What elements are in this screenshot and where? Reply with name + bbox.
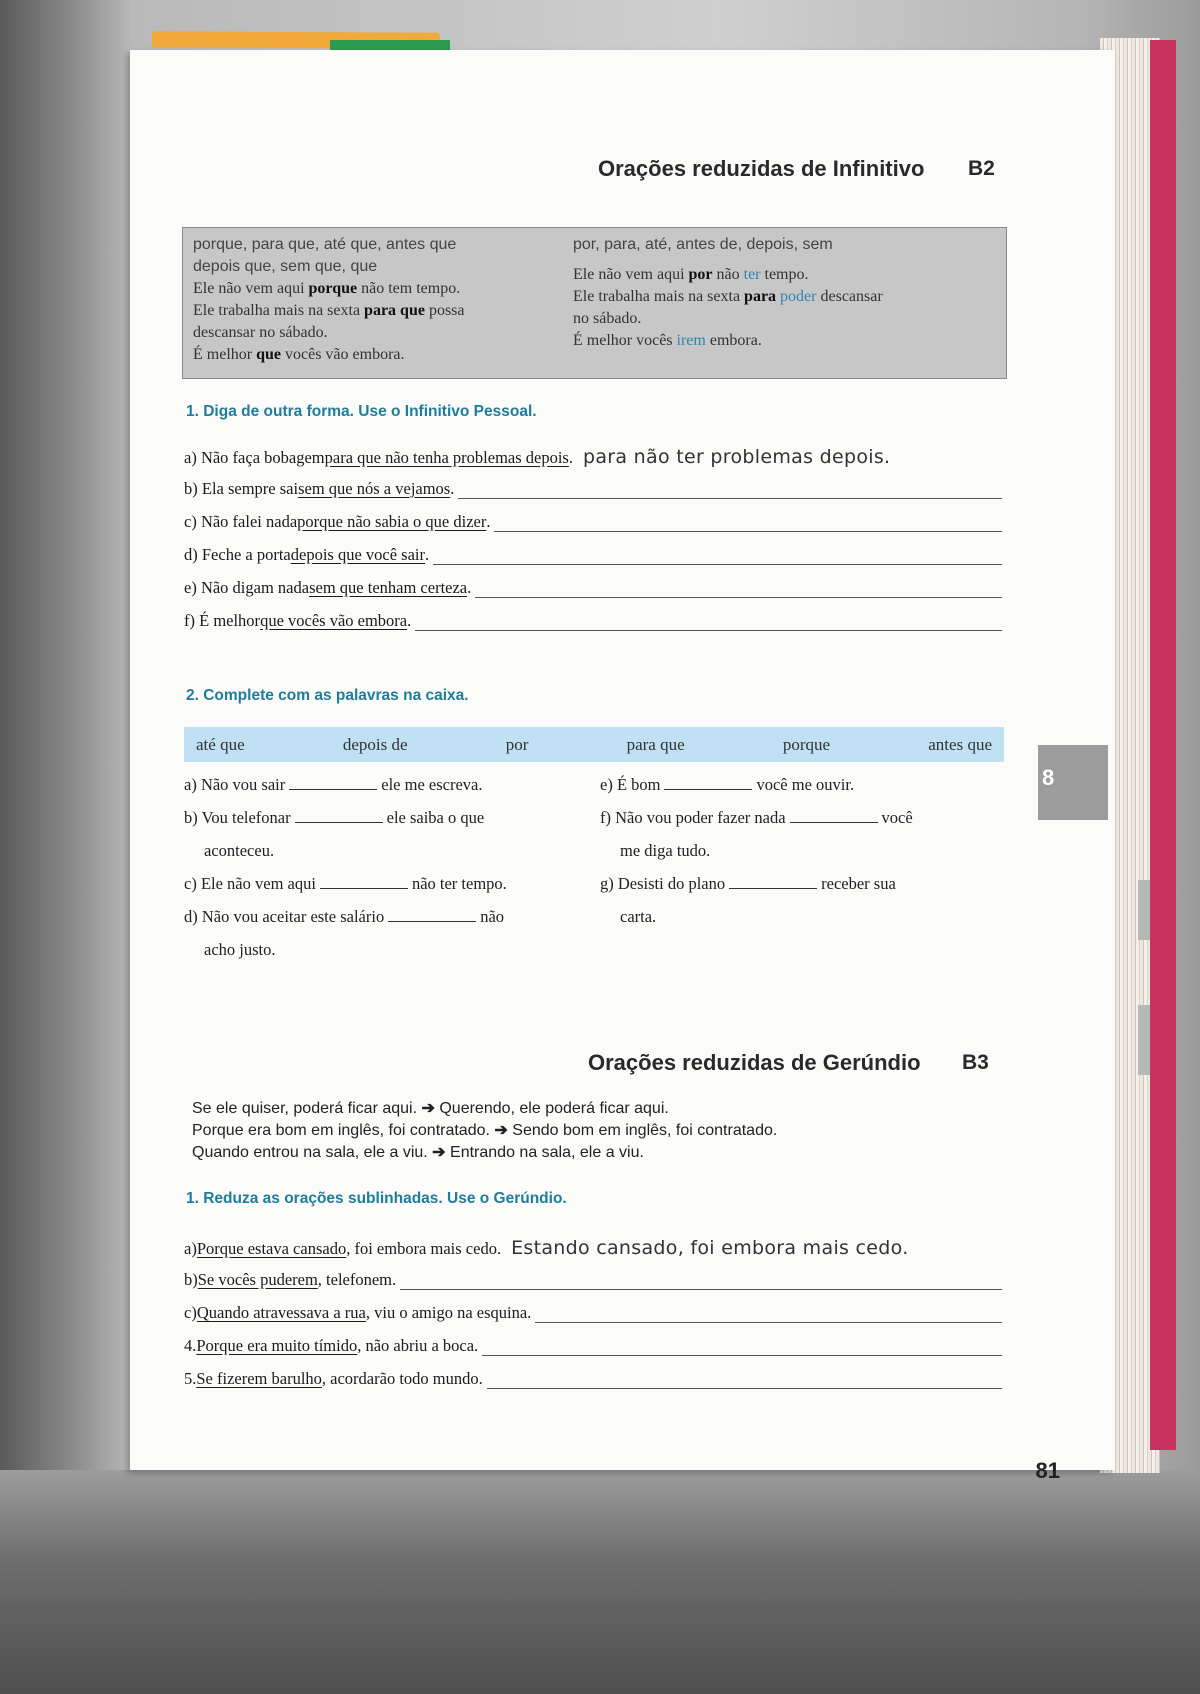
word-option: porque bbox=[782, 734, 831, 754]
exercise-item bbox=[184, 512, 1002, 532]
item-text: . bbox=[407, 611, 412, 630]
item-text: 4. bbox=[184, 1336, 197, 1355]
gerund-example: Quando entrou na sala, ele a viu. ➔ Entrando na sala, ele a viu. bbox=[192, 1144, 644, 1161]
fill-column-left bbox=[184, 768, 507, 966]
section-code-b2: B2 bbox=[968, 157, 995, 180]
arrow-icon: ➔ bbox=[432, 1144, 446, 1161]
arrow-icon: ➔ bbox=[421, 1100, 435, 1117]
exercise-instruction: 2. Complete com as palavras na caixa. bbox=[186, 687, 469, 704]
answer-line[interactable] bbox=[475, 596, 1002, 598]
answer-line[interactable] bbox=[458, 497, 1002, 499]
exercise-item bbox=[184, 545, 1002, 565]
underlined-clause: porque não sabia o que dizer bbox=[297, 512, 487, 531]
blank-line[interactable] bbox=[320, 874, 408, 889]
fill-item: f) Não vou poder fazer nada você bbox=[600, 808, 913, 827]
fill-item: a) Não vou sair ele me escreva. bbox=[184, 775, 483, 794]
answer-line[interactable] bbox=[400, 1288, 1002, 1290]
exercise-instruction: 1. Reduza as orações sublinhadas. Use o Gerúndio. bbox=[186, 1190, 567, 1207]
item-text: . bbox=[425, 545, 430, 564]
item-text: b) bbox=[184, 1270, 198, 1289]
handwritten-answer: Estando cansado, foi embora mais cedo. bbox=[511, 1237, 909, 1259]
grammar-example: no sábado. bbox=[573, 310, 642, 327]
fill-item: b) Vou telefonar ele saiba o que bbox=[184, 808, 485, 827]
item-text: f) É melhor bbox=[184, 611, 261, 630]
grammar-example: Ele trabalha mais na sexta para que possa bbox=[193, 302, 465, 319]
fill-item-continuation: acho justo. bbox=[204, 940, 276, 959]
grammar-example: Ele não vem aqui por não ter tempo. bbox=[573, 266, 809, 283]
item-text: . bbox=[467, 578, 472, 597]
fill-item: c) Ele não vem aqui não ter tempo. bbox=[184, 874, 507, 893]
fill-item: e) É bom você me ouvir. bbox=[600, 775, 855, 794]
underlined-clause: Porque era muito tímido bbox=[196, 1336, 358, 1355]
blank-line[interactable] bbox=[790, 808, 878, 823]
grammar-example: É melhor que vocês vão embora. bbox=[193, 346, 405, 363]
item-text: . bbox=[450, 479, 455, 498]
answer-line[interactable] bbox=[487, 1387, 1002, 1389]
blank-line[interactable] bbox=[295, 808, 383, 823]
word-option: depois de bbox=[342, 734, 408, 754]
underlined-clause: sem que nós a vejamos bbox=[298, 479, 451, 498]
edge-tab-marker bbox=[1138, 880, 1150, 940]
item-text: c) Não falei nada bbox=[184, 512, 298, 531]
answer-line[interactable] bbox=[433, 563, 1002, 565]
grammar-box bbox=[182, 227, 1007, 379]
item-text: c) bbox=[184, 1303, 197, 1322]
item-text: a) bbox=[184, 1239, 197, 1258]
gerund-examples bbox=[192, 1098, 777, 1164]
grammar-conjunctions: depois que, sem que, que bbox=[193, 258, 378, 275]
page-number: 81 bbox=[1035, 1458, 1060, 1483]
item-text: , não abriu a boca. bbox=[357, 1336, 479, 1355]
exercise-instruction: 1. Diga de outra forma. Use o Infinitivo Pessoal. bbox=[186, 403, 537, 420]
blank-line[interactable] bbox=[729, 874, 817, 889]
edge-tab-marker bbox=[1138, 1005, 1150, 1075]
grammar-example: descansar no sábado. bbox=[193, 324, 328, 341]
answer-line[interactable] bbox=[415, 629, 1002, 631]
item-text: , telefonem. bbox=[317, 1270, 397, 1289]
grammar-left-column bbox=[193, 234, 465, 366]
scanner-background bbox=[0, 1470, 1200, 1694]
underlined-clause: depois que você sair bbox=[290, 545, 425, 564]
gerund-example: Porque era bom em inglês, foi contratado. ➔ Sendo bom em inglês, foi contratado. bbox=[192, 1122, 778, 1139]
blank-line[interactable] bbox=[388, 907, 476, 922]
underlined-clause: Quando atravessava a rua bbox=[196, 1303, 366, 1322]
grammar-example: É melhor vocês irem embora. bbox=[573, 332, 762, 349]
grammar-example: Ele não vem aqui porque não tem tempo. bbox=[193, 280, 461, 297]
underlined-clause: sem que tenham certeza bbox=[309, 578, 468, 597]
grammar-right-column bbox=[573, 234, 883, 352]
bookmark-tab-green bbox=[330, 40, 450, 50]
item-text: d) Feche a porta bbox=[184, 545, 291, 564]
item-text: b) Ela sempre sai bbox=[184, 479, 299, 498]
word-option: para que bbox=[626, 734, 685, 754]
fill-column-right bbox=[600, 768, 913, 933]
exercise-item bbox=[184, 479, 1002, 499]
word-option: até que bbox=[196, 734, 245, 754]
arrow-icon: ➔ bbox=[494, 1122, 508, 1139]
section-title-b3: Orações reduzidas de Gerúndio bbox=[588, 1050, 921, 1075]
book-cover-edge bbox=[1150, 40, 1176, 1450]
exercise-item bbox=[184, 1303, 1002, 1323]
fill-item: d) Não vou aceitar este salário não bbox=[184, 907, 505, 926]
item-text: e) Não digam nada bbox=[184, 578, 310, 597]
fill-item-continuation: aconteceu. bbox=[204, 841, 275, 860]
fill-item-continuation: me diga tudo. bbox=[620, 841, 711, 860]
item-text: . bbox=[568, 448, 573, 467]
underlined-clause: para que não tenha problemas depois bbox=[324, 448, 569, 467]
word-option: por bbox=[505, 734, 529, 754]
exercise-item bbox=[184, 1336, 1002, 1356]
answer-line[interactable] bbox=[494, 530, 1002, 532]
section-title-b2: Orações reduzidas de Infinitivo bbox=[598, 156, 925, 181]
exercise-item bbox=[184, 1369, 1002, 1389]
answer-line[interactable] bbox=[482, 1354, 1002, 1356]
fill-item: g) Desisti do plano receber sua bbox=[600, 874, 896, 893]
item-text: . bbox=[486, 512, 491, 531]
answer-line[interactable] bbox=[535, 1321, 1002, 1323]
fill-item-continuation: carta. bbox=[620, 907, 657, 926]
gerund-example: Se ele quiser, poderá ficar aqui. ➔ Querendo, ele poderá ficar aqui. bbox=[192, 1100, 669, 1117]
word-box bbox=[184, 727, 1004, 762]
item-text: , viu o amigo na esquina. bbox=[365, 1303, 532, 1322]
item-text: 5. bbox=[184, 1369, 197, 1388]
blank-line[interactable] bbox=[664, 775, 752, 790]
grammar-example: Ele trabalha mais na sexta para poder descansar bbox=[573, 288, 883, 305]
textbook-page bbox=[130, 50, 1115, 1483]
exercise-item bbox=[184, 611, 1002, 631]
chapter-tab: 8 bbox=[1038, 745, 1108, 820]
exercise-item bbox=[184, 1270, 1002, 1290]
underlined-clause: Porque estava cansado bbox=[196, 1239, 347, 1258]
underlined-clause: que vocês vão embora bbox=[260, 611, 408, 630]
item-text: , acordarão todo mundo. bbox=[321, 1369, 483, 1388]
exercise-item bbox=[184, 446, 1002, 468]
underlined-clause: Se fizerem barulho bbox=[196, 1369, 322, 1388]
grammar-conjunctions: porque, para que, até que, antes que bbox=[193, 236, 457, 253]
section-code-b3: B3 bbox=[962, 1051, 989, 1074]
item-text: a) Não faça bobagem bbox=[184, 448, 325, 467]
exercise-item bbox=[184, 1237, 1002, 1259]
grammar-prepositions: por, para, até, antes de, depois, sem bbox=[573, 236, 833, 253]
item-text: , foi embora mais cedo. bbox=[346, 1239, 502, 1258]
underlined-clause: Se vocês puderem bbox=[197, 1270, 318, 1289]
exercise-item bbox=[184, 578, 1002, 598]
word-option: antes que bbox=[928, 734, 992, 754]
blank-line[interactable] bbox=[289, 775, 377, 790]
handwritten-answer: para não ter problemas depois. bbox=[582, 446, 891, 468]
